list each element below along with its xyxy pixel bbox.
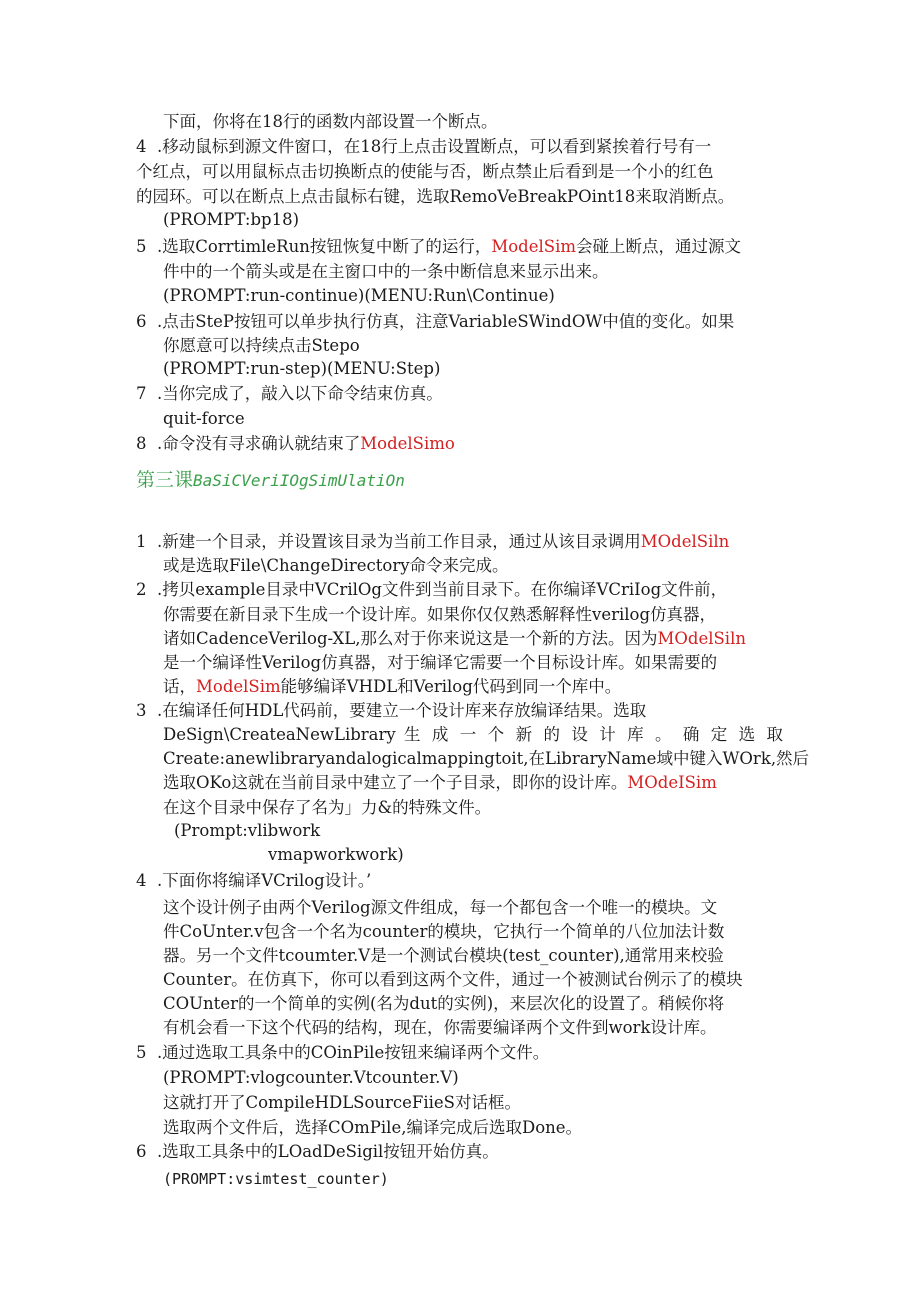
prompt-line: (PROMPT:bp18) [163, 210, 300, 229]
text-line: 这个设计例子由两个Verilog源文件组成，每一个都包含一个唯一的模块。文 [163, 898, 718, 917]
lesson3-step-5-line: 5 .通过选取工具条中的COinPile按钮来编译两个文件。 [136, 1043, 550, 1062]
text-segment: 选取OKo这就在当前目录中建立了一个子目录，即你的设计库。 [163, 773, 628, 792]
step-4-line: 4 .移动鼠标到源文件窗口，在18行上点击设置断点，可以看到紧挨着行号有一 [136, 137, 712, 156]
lesson3-step-3-line: 3 .在编译任何HDL代码前，要建立一个设计库来存放编译结果。选取 [136, 701, 647, 720]
prompt-line: (PROMPT:run-step)(MENU:Step) [163, 359, 441, 378]
text-line: 是一个编译性Verilog仿真器，对于编译它需要一个目标设计库。如果需要的 [163, 653, 718, 672]
step-7-line: 7 .当你完成了，敲入以下命令结束仿真。 [136, 384, 443, 403]
modelsim-highlight: MOdeISim [627, 773, 717, 792]
text-line [163, 675, 621, 699]
text-segment: 能够编译VHDL和Verilog代码到同一个库中。 [280, 677, 622, 696]
text-line: 个红点，可以用鼠标点击切换断点的使能与否，断点禁止后看到是一个小的红色 [136, 162, 714, 181]
lesson3-step-6-line: 6 .选取工具条中的LOadDeSigil按钮开始仿真。 [136, 1142, 499, 1161]
text-line: 件中的一个箭头或是在主窗口中的一条中断信息来显示出来。 [163, 262, 609, 281]
heading-latin: BaSiCVeriIOgSimUlatiOn [193, 471, 405, 490]
text-segment: 1 .新建一个目录，并设置该目录为当前工作目录，通过从该目录调用 [136, 532, 641, 551]
text-line: 下面，你将在18行的函数内部设置一个断点。 [163, 112, 498, 131]
text-line: COUnter的一个简单的实例(名为dut的实例)，来层次化的设置了。稍候你将 [163, 994, 725, 1013]
step-6-line: 6 .点击SteP按钮可以单步执行仿真，注意VariableSWindOW中值的变化。如果 [136, 312, 735, 331]
text-line: 的园环。可以在断点上点击鼠标右键，选取RemoVeBreakPOint18来取消断点。 [136, 187, 735, 206]
prompt-line: (PROMPT:run-continue)(MENU:Run\Continue) [163, 286, 555, 305]
text-line: 你需要在新目录下生成一个设计库。如果你仅仅熟悉解释性verilog仿真器， [163, 605, 717, 624]
lesson3-step-4-line: 4 .下面你将编译VCrilog设计。’ [136, 871, 372, 890]
prompt-line: vmapworkwork) [268, 845, 404, 864]
text-line [163, 627, 746, 651]
text-line: 器。另一个文件tcoumter.V是一个测试台模块(test_counter),通常用来校验 [163, 946, 724, 965]
command-line: quit-force [163, 409, 245, 428]
text-line: Counter。在仿真下，你可以看到这两个文件，通过一个被测试台例示了的模块 [163, 970, 743, 989]
text-segment: 5 .选取CorrtimleRun按钮恢复中断了的运行， [136, 237, 492, 256]
step-5-line [136, 235, 741, 259]
prompt-line: (PROMPT:vlogcounter.Vtcounter.V) [163, 1068, 459, 1087]
text-line: 或是选取File\ChangeDirectory命令来完成。 [163, 556, 509, 575]
modelsim-highlight: ModelSim [491, 237, 577, 256]
heading-chinese: 第三课 [136, 469, 194, 491]
lesson-3-heading [136, 468, 405, 493]
text-segment: 话， [163, 677, 196, 696]
modelsim-highlight: ModelSim [196, 677, 281, 696]
step-8-line [136, 432, 455, 456]
text-line: DeSign\CreateaNewLibrary 生 成 一 个 新 的 设 计 库 。 确 定 选 取 [163, 725, 783, 744]
modelsim-highlight: MOdelSiln [640, 532, 730, 551]
text-segment: 8 .命令没有寻求确认就结束了 [136, 434, 361, 453]
prompt-line: (PROMPT:vsimtest_counter) [163, 1170, 389, 1188]
text-line: 选取两个文件后，选择COmPile,编译完成后选取Done。 [163, 1118, 583, 1137]
modelsim-highlight: ModelSimo [360, 434, 455, 453]
prompt-line: (Prompt:vlibwork [174, 821, 321, 840]
lesson3-step-2-line: 2 .拷贝example目录中VCrilOg文件到当前目录下。在你编译VCriIog文件前， [136, 580, 728, 599]
text-line: 有机会看一下这个代码的结构，现在，你需要编译两个文件到work设计库。 [163, 1018, 717, 1037]
lesson3-step-1-line [136, 530, 729, 554]
modelsim-highlight: MOdelSiln [657, 629, 746, 648]
text-segment: 会碰上断点，通过源文 [576, 237, 742, 256]
text-line: Create:anewlibraryandalogicalmappingtoit,在LibraryName域中键入WOrk,然后 [163, 749, 810, 768]
text-segment: 诸如CadenceVerilog-XL,那么对于你来说这是一个新的方法。因为 [163, 629, 658, 648]
text-line: 这就打开了CompileHDLSourceFiieS对话框。 [163, 1093, 521, 1112]
text-line [163, 771, 717, 795]
text-line: 件CoUnter.v包含一个名为counter的模块，它执行一个简单的八位加法计数 [163, 922, 725, 941]
text-line: 在这个目录中保存了名为」力&的特殊文件。 [163, 798, 492, 817]
text-line: 你愿意可以持续点击Stepo [163, 336, 360, 355]
